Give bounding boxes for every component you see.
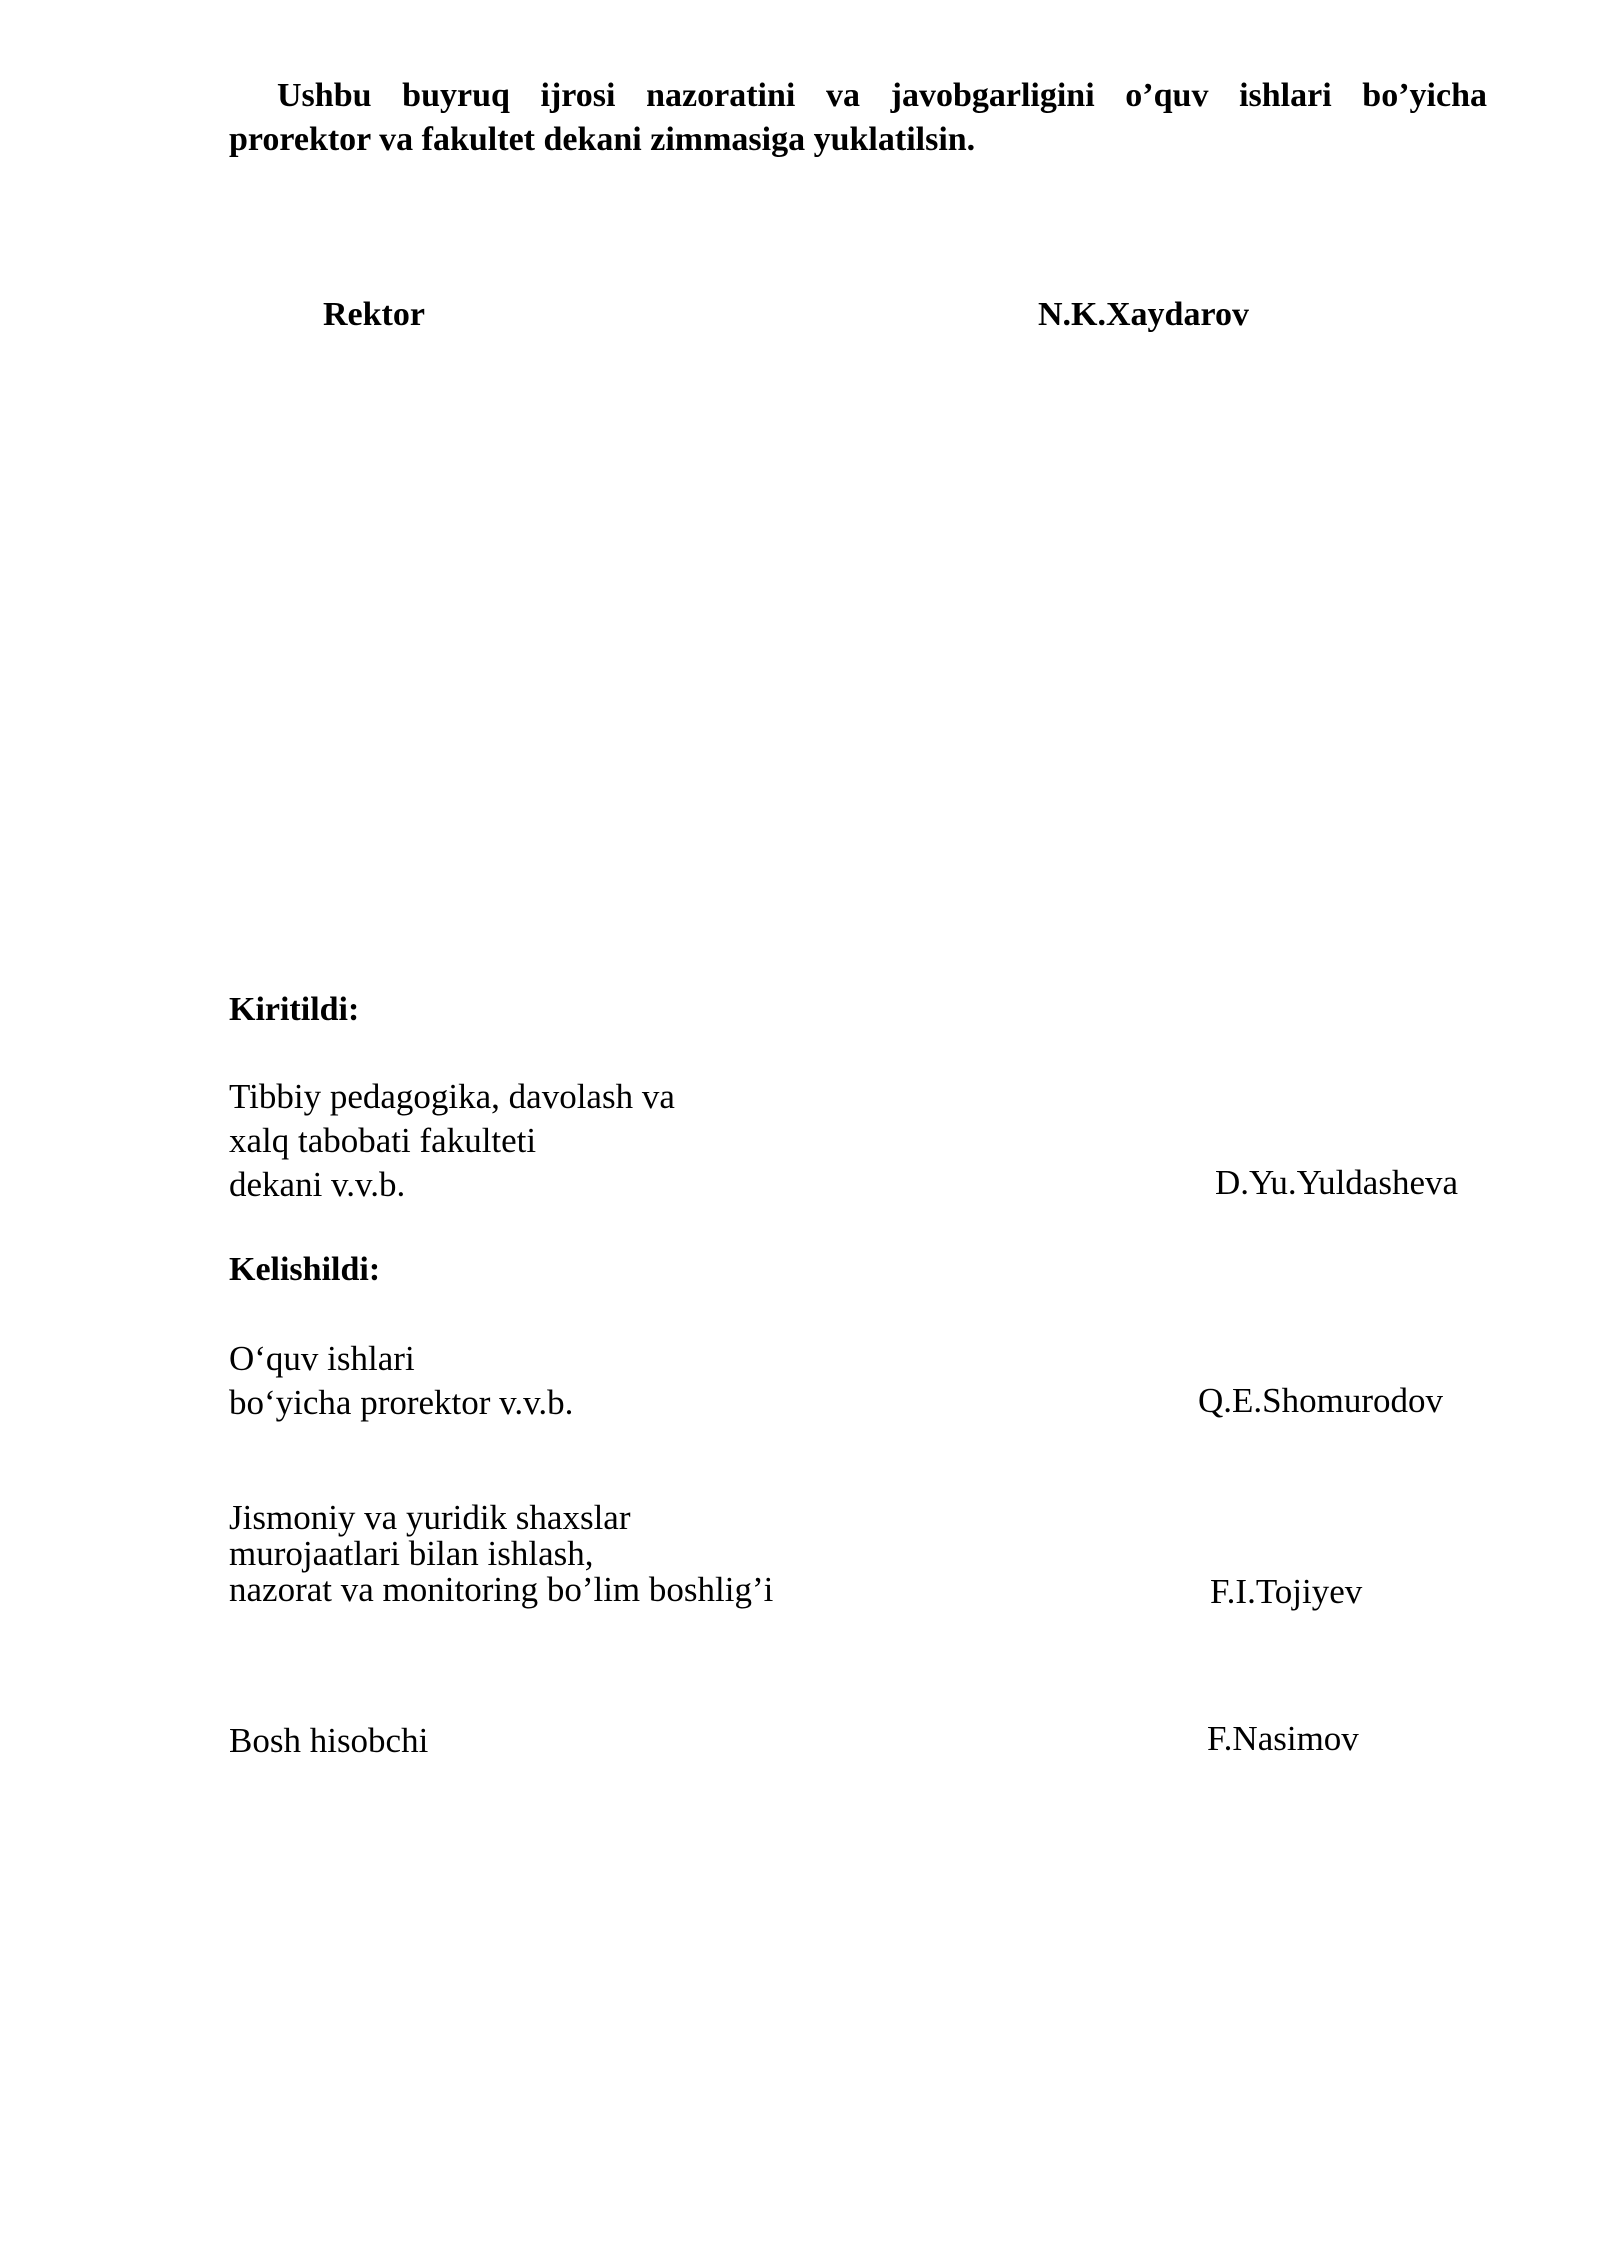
kiritildi-position <box>229 1075 675 1207</box>
kelishildi-entry-2-line-1: Jismoniy va yuridik shaxslar <box>229 1498 631 1537</box>
signature-name: N.K.Xaydarov <box>1038 296 1249 333</box>
kelishildi-entry-3-line-1: Bosh hisobchi <box>229 1721 429 1760</box>
kelishildi-entry-2-line-2: murojaatlari bilan ishlash, <box>229 1534 594 1573</box>
intro-line-2: prorektor va fakultet dekani zimmasiga yuklatilsin. <box>229 121 976 158</box>
kelishildi-entry-2-position <box>229 1500 773 1608</box>
kelishildi-entry-3-position <box>229 1719 428 1763</box>
kiritildi-line-3: dekani v.v.b. <box>229 1165 406 1204</box>
kiritildi-heading: Kiritildi: <box>229 991 360 1028</box>
signature-role: Rektor <box>323 296 425 333</box>
kiritildi-name: D.Yu.Yuldasheva <box>1215 1163 1459 1202</box>
kelishildi-entry-2-line-3: nazorat va monitoring bo’lim boshlig’i <box>229 1570 774 1609</box>
kiritildi-line-2: xalq tabobati fakulteti <box>229 1121 537 1160</box>
kelishildi-entry-1-line-1: O‘quv ishlari <box>229 1339 415 1378</box>
kelishildi-heading: Kelishildi: <box>229 1251 381 1288</box>
kelishildi-entry-1-line-2: bo‘yicha prorektor v.v.b. <box>229 1383 574 1422</box>
intro-paragraph <box>229 74 1487 162</box>
kiritildi-line-1: Tibbiy pedagogika, davolash va <box>229 1077 675 1116</box>
kelishildi-entry-3-name: F.Nasimov <box>1207 1719 1359 1758</box>
intro-line-1: Ushbu buyruq ijrosi nazoratini va javobgarligini o’quv ishlari bo’yicha <box>277 77 1487 114</box>
kelishildi-entry-2-name: F.I.Tojiyev <box>1210 1572 1363 1611</box>
kelishildi-entry-1-name: Q.E.Shomurodov <box>1198 1381 1443 1420</box>
kelishildi-entry-1-position <box>229 1337 573 1425</box>
